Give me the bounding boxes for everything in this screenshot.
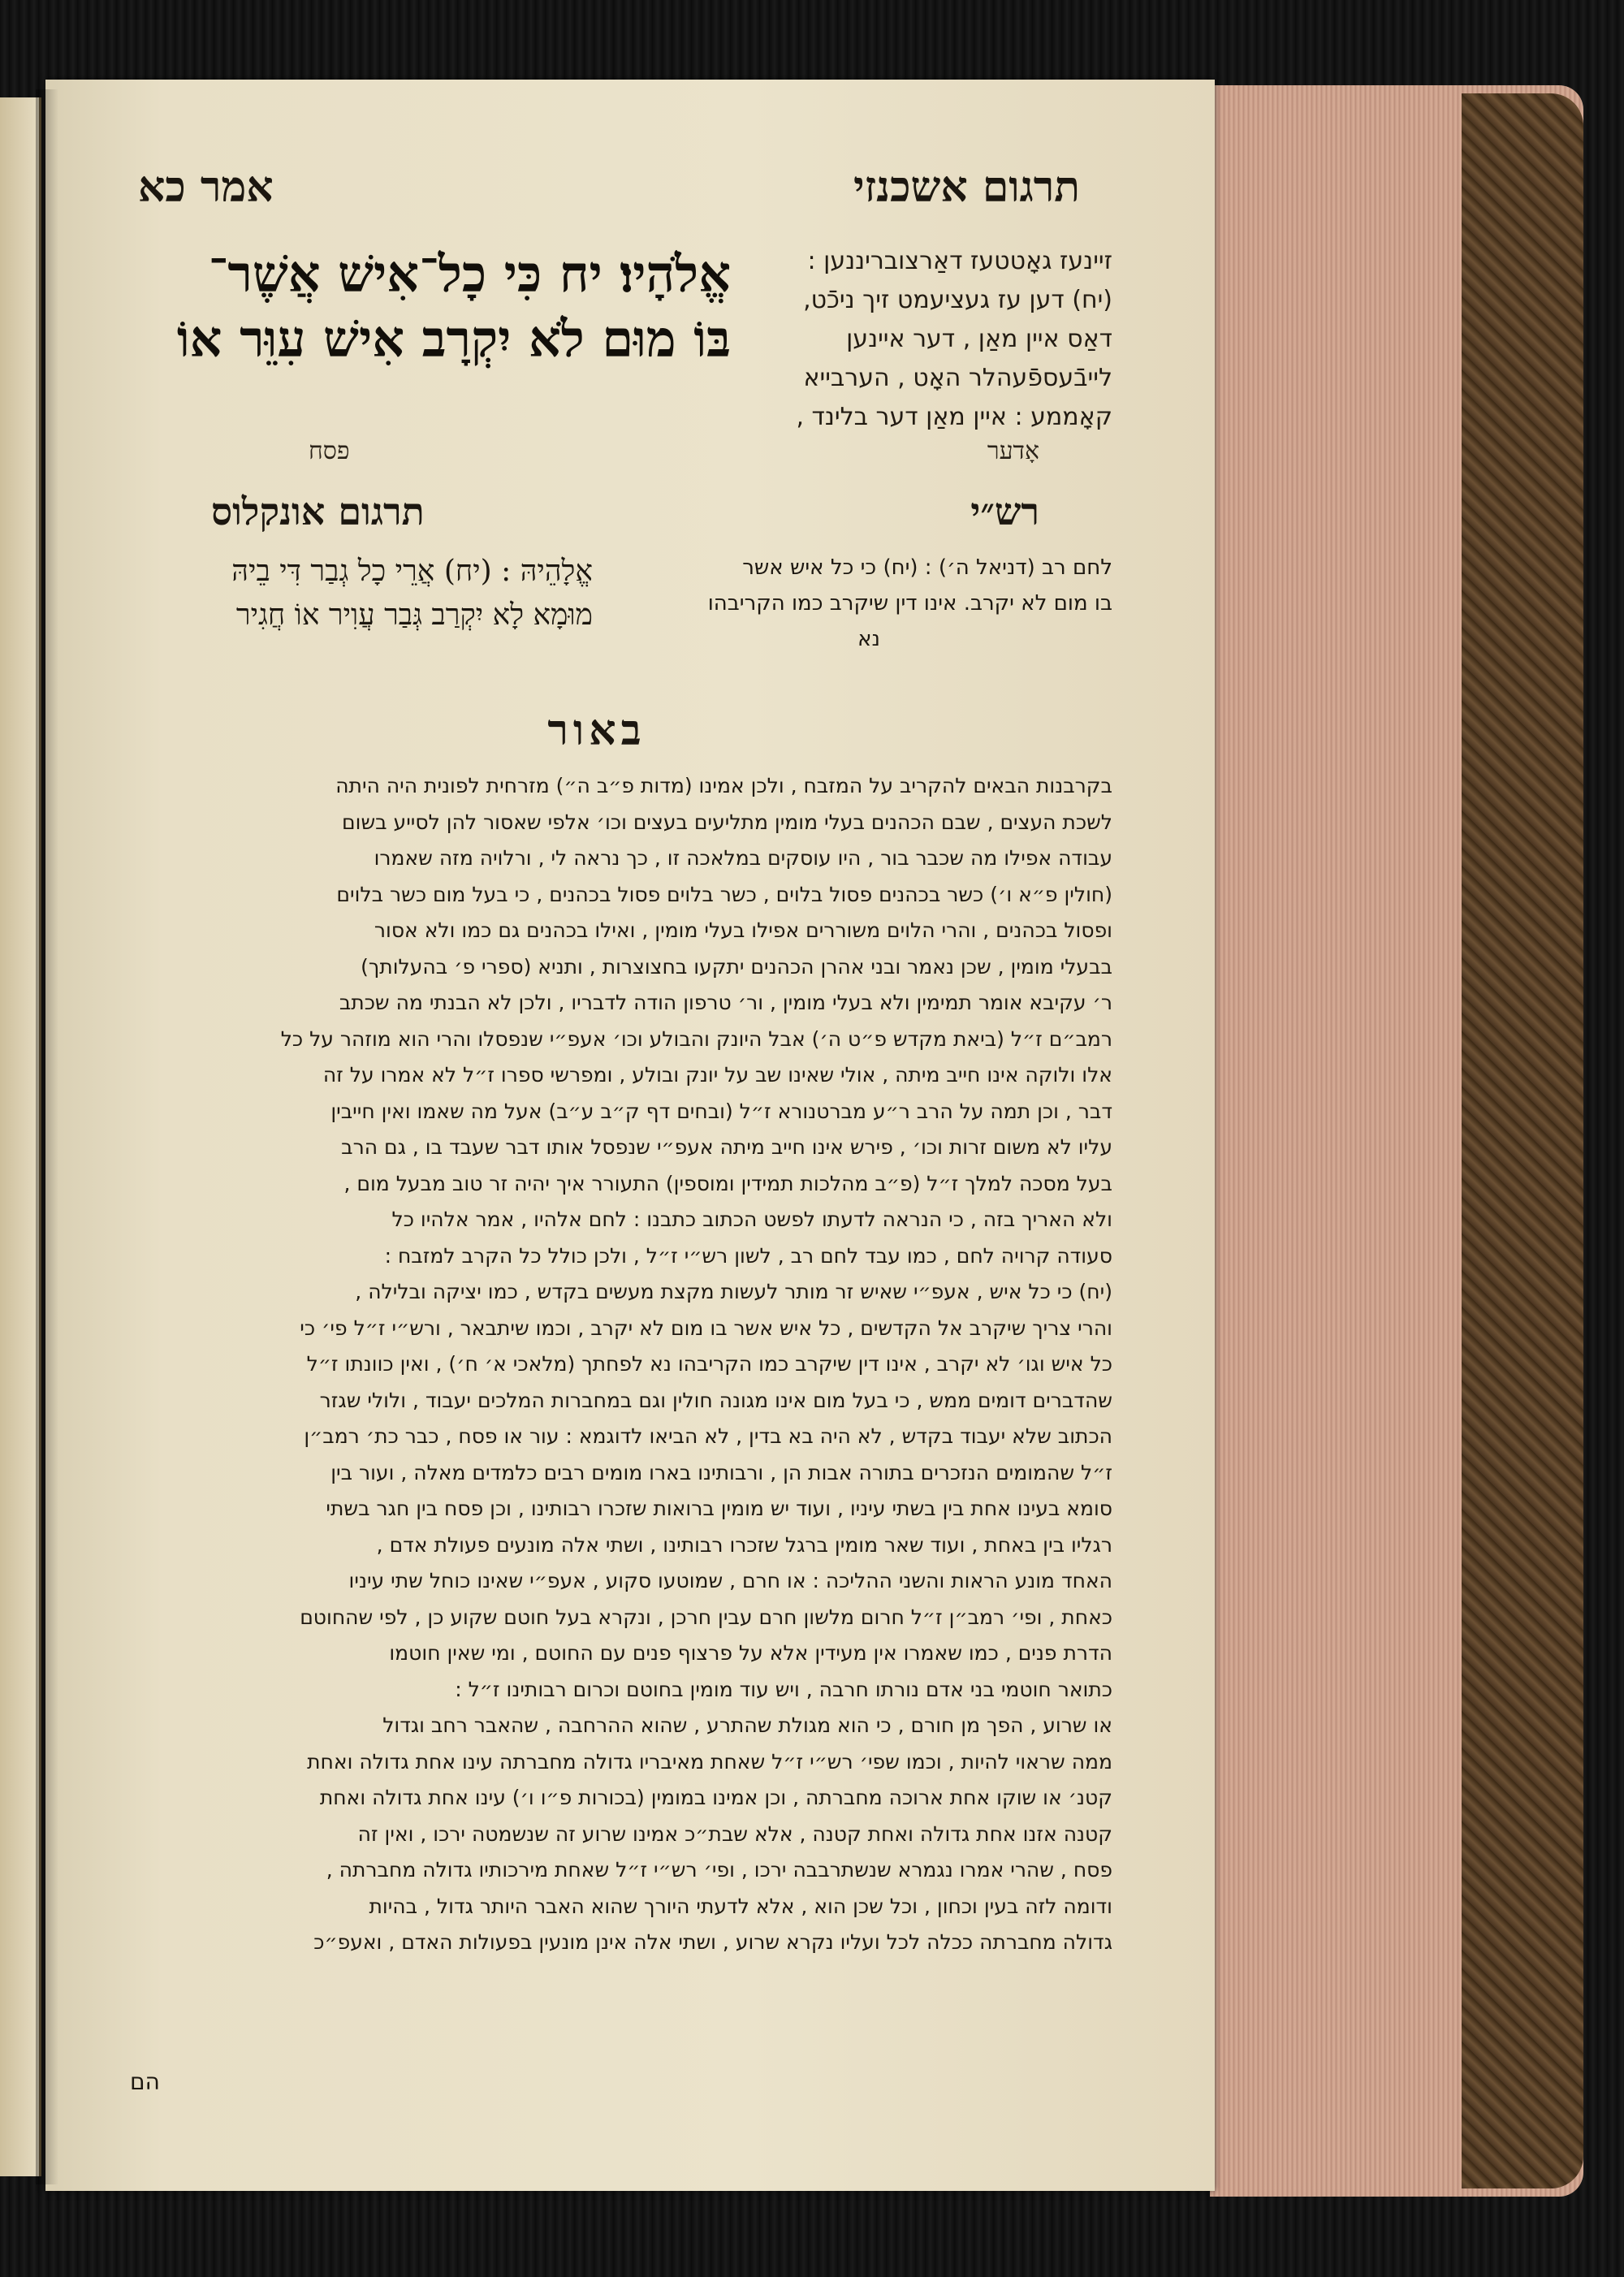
biur-line: עליו לא משום זרות וכו׳ , פירש אינו חייב מיתה אעפ״י שנפסל אותו דבר שעבד בו , גם הרב [341, 1135, 1112, 1159]
verse-block [81, 242, 1112, 437]
biur-line: דבר , וכן תמה על הרב ר״ע מברטנורא ז״ל (ובחים דף ק״ב ע״ב) אעל מה שאמו ואין חייבין [330, 1099, 1112, 1123]
biur-commentary [81, 768, 1112, 1961]
biur-line: ולא האריך בזה , כי הנראה לדעתו לפשט הכתוב כתבנו : לחם אלהיו , אמר אלהיו כל [391, 1208, 1112, 1231]
marginal-note-left: פסח [309, 437, 350, 465]
biur-line: כאחת , ופי׳ רמב״ן ז״ל חרום מלשון חרם עבין חרכן , ונקרא בעל חוטם שקוע כן , לפי שהחוטם [300, 1605, 1112, 1629]
biur-line: קטנ׳ או שוקו אחת ארוכה מחברתה , וכן אמינו במומין (בכורות פ״ו ו׳) עינו אחת גדולה ואחת [319, 1786, 1112, 1809]
marginal-note-right: אָדער [987, 437, 1039, 465]
biur-line: בעל מסכה למלך ז״ל (פ״ב מהלכות תמידין ומוספין) התעורר איך יהיה זר טוב מבעל מום , [343, 1171, 1112, 1195]
biur-line: ממה שראוי להיות , וכמו שפי׳ רש״י ז״ל שאחת מאיבריו גדולה מחברתה עינו אחת גדולה ואחת [307, 1749, 1112, 1774]
biur-line: ודומה לזה בעין וכחון , וכל שכן הוא , אלא לדעתי היורך שהוא האבר היותר גדול , בהיות [369, 1894, 1112, 1918]
biur-line: (יח) כי כל איש , אעפ״י שאיש זר מותר לעשות מקצת מעשים בקדש , כמו יציקה ובלילה , [355, 1280, 1112, 1303]
biur-line: כל איש וגו׳ לא יקרב , אינו דין שיקרב כמו הקריבהו נא לפחתך (מלאכי א׳ ח׳) , ואין כוונתו ז״ל [306, 1352, 1112, 1376]
biur-line: והרי צריך שיקרב אל הקדשים , כל איש אשר בו מום לא יקרב , וכמו שיתבאר , ורש״י ז״ל פי׳ כי [300, 1316, 1112, 1340]
biur-line: אלו ולוקה אינו חייב מיתה , אולי שאינו שב על יונק ובולע , ומפרשי ספרו ז״ל לא אמרו על זה [322, 1063, 1112, 1087]
biur-line: בקרבנות הבאים להקריב על המזבח , ולכן אמינו (מדות פ״ב ה״) מזרחית לפונית היה היתה [335, 774, 1112, 797]
biur-line: גדולה מחברתה ככלה לכל ועליו נקרא שרוע , ושתי אלה אינן מונעין בפעולות האדם , ואעפ״כ [313, 1930, 1112, 1954]
commentary-headings [81, 490, 1112, 534]
onkelos-heading: תרגום אונקלוס [211, 490, 425, 534]
running-head [81, 162, 1112, 219]
catchword: הם [130, 2068, 160, 2095]
biur-line: ופסול בכהנים , והרי הלוים משוררים אפילו בעלי מומין , ואילו בכהנים גם כמו ולא אסור [374, 918, 1112, 942]
biur-line: שהדברים דומים ממש , כי בעל מום אינו מגונה חולין וגם במחברות המלכים יעבוד , ולולי שגזר [319, 1388, 1112, 1412]
biur-line: כתואר חוטמי בני אדם נורתו חרבה , ויש עוד מומין בחוטם וכרום רבותינו ז״ל : [455, 1677, 1112, 1701]
commentary-block [81, 550, 1112, 657]
rashi-line: לחם רב (דניאל ה׳) : (יח) כי כל איש אשר [742, 555, 1112, 580]
biur-line: או שרוע , הפך מן חורם , כי הוא מגולת שהתרע , שהוא ההרחבה , שהאבר רחב וגדול [382, 1713, 1112, 1737]
onkelos-translation [81, 550, 593, 657]
biur-line: בבעלי מומין , שכן נאמר ובני אהרן הכהנים יתקעו בחצוצרות , ותניא (ספרי פ׳ בהעלותך) [361, 954, 1112, 979]
biur-line: רמב״ם ז״ל (ביאת מקדש פ״ט ה׳) אבל היונק והבולע וכו׳ אעפ״י שנפסלו והרי הוא מוזהר על כל [280, 1026, 1112, 1051]
marbled-cover-edge [1462, 93, 1583, 2188]
biur-line: סומא בעינו אחת בין בשתי עיניו , ועוד יש מומין ברואות שזכרו רבותינו , וכן פסח בין חגר בשתי [326, 1497, 1112, 1520]
rashi-commentary [625, 550, 1112, 657]
verse-line: בּוֹ מוּם לֹא יִקְרָב אִישׁ עִוֵּר אוֹ [176, 309, 731, 369]
page-text-area [81, 162, 1112, 2095]
onkelos-line: אֱלָהֵיהּ : (יח) אֲרֵי כָל גְבַר דִּי בֵיהּ [231, 555, 593, 588]
running-head-left: אמר כא [138, 162, 274, 212]
biur-line: הכתוב שלא יעבוד בקדש , לא היה בא בדין , לא הביאו לדוגמא : עור או פסח , כבר כת׳ רמב״ן [304, 1424, 1112, 1448]
verse-hebrew [81, 242, 731, 437]
rashi-line: בו מום לא יקרב. אינו דין שיקרב כמו הקריבהו [707, 591, 1112, 616]
running-head-right: תרגום אשכנזי [853, 162, 1080, 212]
yiddish-line: (יח) דען עז געציעמט זיך ניכֿט, [803, 286, 1112, 314]
biur-heading: באור [547, 706, 646, 755]
yiddish-line: לייבֿעספֿעהלר האָט , הערבייא [803, 364, 1112, 392]
yiddish-line: קאָממע : איין מאַן דער בלינד , [796, 403, 1112, 431]
yiddish-line: זיינעז גאָטטעז דאַרצובריננען : [807, 247, 1112, 275]
biur-line: האחד מונע הראות והשני ההליכה : או חרם , שמוטעו סקוע , אעפ״י שאינו כוחל שתי עיניו [348, 1569, 1112, 1592]
biur-line: ר׳ עקיבא אומר תמימין ולא בעלי מומין , ור׳ טרפון הודה לדבריו , ולכן לא הבנתי מה שכתב [339, 991, 1112, 1014]
onkelos-line: מוּמָא לָא יִקְרַב גְּבַר עֲוִיר אוֹ חֲגִיר [235, 598, 593, 632]
yiddish-line: דאַס איין מאַן , דער איינען [846, 325, 1112, 353]
biur-line: רגליו בין באחת , ועוד שאר מומין ברגל שזכרו רבותינו , ושתי אלה מונעים פעולת אדם , [376, 1532, 1112, 1557]
biur-line: (חולין פ״א ו׳) כשר בכהנים פסול בלוים , כשר בלוים פסול בכהנים , כי בעל מום כשר בלוים [336, 882, 1112, 906]
biur-line: ז״ל שהמומים הנזכרים בתורה אבות הן , ורבותינו בארו מומים רבים כלמדים מאלה , ועור בין [330, 1460, 1112, 1484]
biur-line: לשכת העצים , שבם הכהנים בעלי מומין מתליעים בעצים וכו׳ אלפי שאסור להן לסייע בשום [342, 810, 1112, 834]
yiddish-translation [755, 242, 1112, 437]
biur-line: הדרת פנים , כמו שאמרו אין מעידין אלא על פרצוף פנים עם החוטם , ומי שאין חוטמו [389, 1641, 1112, 1665]
marginal-notes [81, 437, 1112, 465]
biur-line: קטנה אזנו אחת גדולה ואחת קטנה , אלא שבת״כ אמינו שרוע זה שנשמטה ירכו , ואין זה [357, 1821, 1112, 1846]
verse-line: אֱלֹהָיו׃ יח כִּי כָל־אִישׁ אֲשֶׁר־ [208, 244, 731, 304]
rashi-heading: רש״י [970, 490, 1039, 534]
gutter-shadow [36, 89, 58, 2184]
biur-line: סעודה קרויה לחם , כמו עבד לחם רב , לשון רש״י ז״ל , ולכן כולל כל הקרב למזבח : [384, 1243, 1112, 1268]
biur-line: עבודה אפילו מה שכבר בור , היו עוסקים במלאכה זו , כך נראה לי , ורלויה מזה שאמרו [374, 846, 1112, 870]
rashi-line: נא [857, 627, 880, 651]
biur-line: פסח , שהרי אמרו נגמרא שנשתרבבה ירכו , ופי׳ רש״י ז״ל שאחת מירכותיו גדולה מחברתה , [326, 1858, 1112, 1882]
